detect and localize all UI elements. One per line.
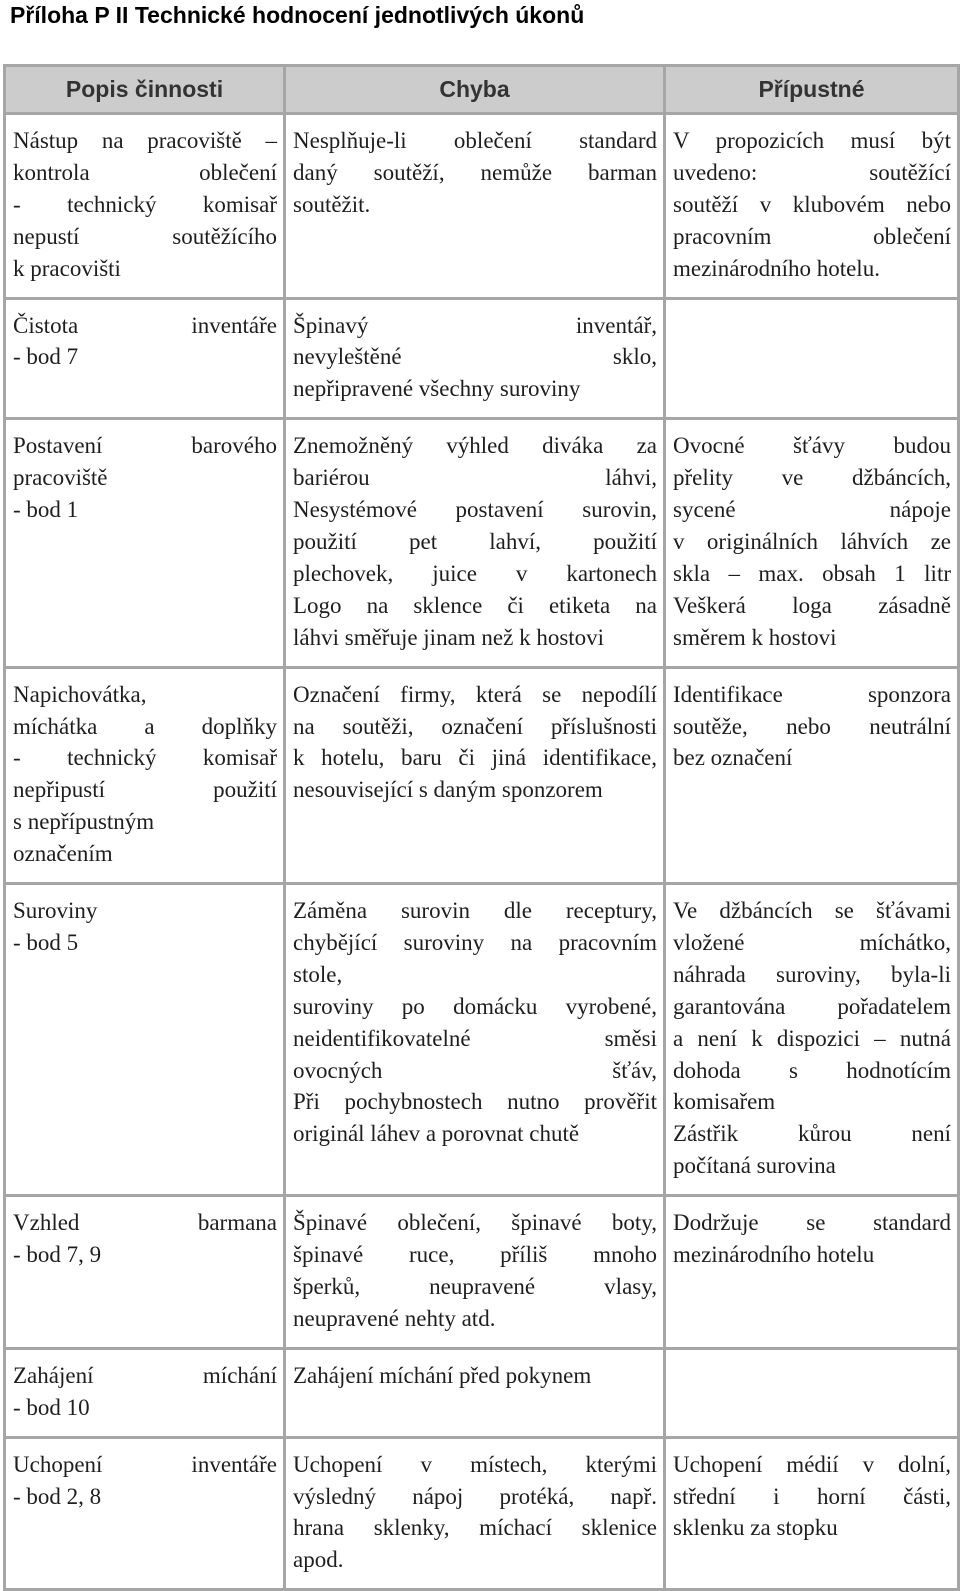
cell-line: originál láhev a porovnat chutě [293,1121,580,1147]
cell-line: Uchopení médií v dolní, [673,1451,951,1477]
cell-line: Logo na sklence či etiketa na [293,592,657,618]
cell-chyba [285,1196,665,1349]
cell-line: ovocných šťáv, [293,1057,657,1083]
cell-line: nepřipravené všechny suroviny [293,376,581,402]
cell-line: nevyleštěné sklo, [293,344,657,370]
cell-line: Suroviny [13,898,98,924]
cell-line: - technický komisař [13,745,277,771]
table-row [5,298,959,419]
cell-line: a není k dispozici – nutná [673,1025,951,1051]
cell-line: komisařem [673,1089,776,1115]
cell-line: Zahájení míchání [13,1362,277,1388]
cell-line: vložené míchátko, [673,929,951,955]
cell-line: Zástřik kůrou není [673,1121,951,1147]
cell-line: stole, [293,961,343,987]
cell-chyba [285,1348,665,1437]
cell-line: Dodržuje se standard [673,1210,951,1236]
cell-line: pracoviště [13,465,108,491]
header-chyba: Chyba [285,66,665,114]
cell-line: - bod 2, 8 [13,1483,102,1509]
cell-popis [5,1437,285,1590]
cell-pripustne [665,884,959,1196]
table-row [5,1196,959,1349]
cell-line: chybějící suroviny na pracovním [293,929,657,955]
cell-line: Napichovátka, [13,681,147,707]
cell-line: bariérou láhvi, [293,465,657,491]
cell-line: soutěže, nebo neutrální [673,713,951,739]
cell-line: Identifikace sponzora [673,681,951,707]
cell-line: Uchopení v místech, kterými [293,1451,657,1477]
cell-line: - bod 1 [13,497,79,523]
cell-line: Čistota inventáře [13,312,277,338]
cell-line: mezinárodního hotelu. [673,255,880,281]
cell-popis [5,1196,285,1349]
cell-line: nepustí soutěžícího [13,223,277,249]
cell-line: Ve džbáncích se šťávami [673,898,951,924]
cell-line: Zahájení míchání před pokynem [293,1362,592,1388]
cell-line: použití pet lahví, použití [293,528,657,554]
cell-line: hrana sklenky, míchací sklenice [293,1515,657,1541]
page-title: Příloha P II Technické hodnocení jednotlivých úkonů [10,2,585,28]
cell-line: sklenku za stopku [673,1515,838,1541]
cell-line: - bod 10 [13,1394,90,1420]
cell-popis [5,1348,285,1437]
cell-line: k hotelu, baru či jiná identifikace, [293,745,657,771]
cell-line: Ovocné šťávy budou [673,433,951,459]
cell-line: mezinárodního hotelu [673,1242,875,1268]
cell-line: Postavení barového [13,433,277,459]
cell-popis [5,298,285,419]
table-row [5,667,959,883]
cell-line: soutěží v klubovém nebo [673,191,951,217]
cell-line: plechovek, juice v kartonech [293,560,657,586]
header-popis: Popis činnosti [5,66,285,114]
cell-line: V propozicích musí být [673,128,951,153]
cell-chyba [285,114,665,299]
cell-pripustne [665,1437,959,1590]
cell-line: uvedeno: soutěžící [673,159,951,185]
cell-line: bez označení [673,745,793,771]
cell-line: sycené nápoje [673,497,951,523]
cell-line: apod. [293,1547,344,1573]
cell-line: soutěžit. [293,191,371,217]
cell-line: označením [13,841,113,867]
cell-line: Nesystémové postavení surovin, [293,497,657,523]
cell-line: výsledný nápoj protéká, např. [293,1483,657,1509]
cell-popis [5,114,285,299]
cell-line: šperků, neupravené vlasy, [293,1274,657,1299]
cell-popis [5,884,285,1196]
cell-chyba [285,1437,665,1590]
cell-line: míchátka a doplňky [13,713,277,739]
cell-line: suroviny po domácku vyrobené, [293,993,657,1019]
cell-popis [5,667,285,883]
cell-line: Veškerá loga zásadně [673,592,951,618]
cell-line: - technický komisař [13,191,277,217]
cell-pripustne [665,298,959,419]
cell-line: přelity ve džbáncích, [673,465,951,491]
cell-line: dohoda s hodnotícím [673,1057,951,1083]
cell-line: Nástup na pracoviště – [13,128,277,153]
cell-line: Při pochybnostech nutno prověřit [293,1089,657,1115]
cell-pripustne [665,667,959,883]
cell-line: špinavé ruce, příliš mnoho [293,1242,657,1268]
table-row [5,419,959,667]
cell-line: - bod 5 [13,929,79,955]
cell-line: nesouvisející s daným sponzorem [293,777,603,803]
cell-pripustne [665,1348,959,1437]
cell-line: s nepřípustným [13,809,155,835]
cell-line: Špinavé oblečení, špinavé boty, [293,1210,657,1236]
cell-line: Nesplňuje-li oblečení standard [293,128,657,153]
cell-line: skla – max. obsah 1 litr [673,560,951,586]
cell-chyba [285,884,665,1196]
cell-line: kontrola oblečení [13,159,277,185]
cell-pripustne [665,419,959,667]
cell-line: Označení firmy, která se nepodílí [293,681,657,707]
table-row [5,1348,959,1437]
cell-line: na soutěži, označení příslušnosti [293,713,657,739]
cell-line: pracovním oblečení [673,223,951,249]
cell-line: v originálních láhvích ze [673,528,951,554]
cell-popis [5,419,285,667]
cell-line: garantována pořadatelem [673,993,951,1019]
cell-line: - bod 7 [13,344,79,370]
cell-line: Uchopení inventáře [13,1451,277,1477]
cell-line: - bod 7, 9 [13,1242,102,1268]
cell-line: střední i horní části, [673,1483,951,1509]
table-row [5,884,959,1196]
cell-line: Znemožněný výhled diváka za [293,433,657,459]
cell-line: směrem k hostovi [673,624,837,650]
cell-chyba [285,667,665,883]
cell-line: náhrada suroviny, byla-li [673,961,951,987]
cell-line: Vzhled barmana [13,1210,277,1236]
evaluation-table [3,64,960,1591]
cell-chyba [285,419,665,667]
cell-line: k pracovišti [13,255,121,281]
cell-line: nepřipustí použití [13,777,277,803]
cell-line: neupravené nehty atd. [293,1305,496,1331]
table-row [5,1437,959,1590]
cell-line: daný soutěží, nemůže barman [293,159,657,185]
cell-pripustne [665,114,959,299]
cell-line: Špinavý inventář, [293,312,657,338]
table-row [5,114,959,299]
cell-line: neidentifikovatelné směsi [293,1025,657,1051]
header-pripustne: Přípustné [665,66,959,114]
cell-pripustne [665,1196,959,1349]
cell-line: Záměna surovin dle receptury, [293,898,657,924]
cell-line: láhvi směřuje jinam než k hostovi [293,624,605,650]
cell-chyba [285,298,665,419]
header-row [5,66,959,114]
cell-line: počítaná surovina [673,1153,836,1179]
